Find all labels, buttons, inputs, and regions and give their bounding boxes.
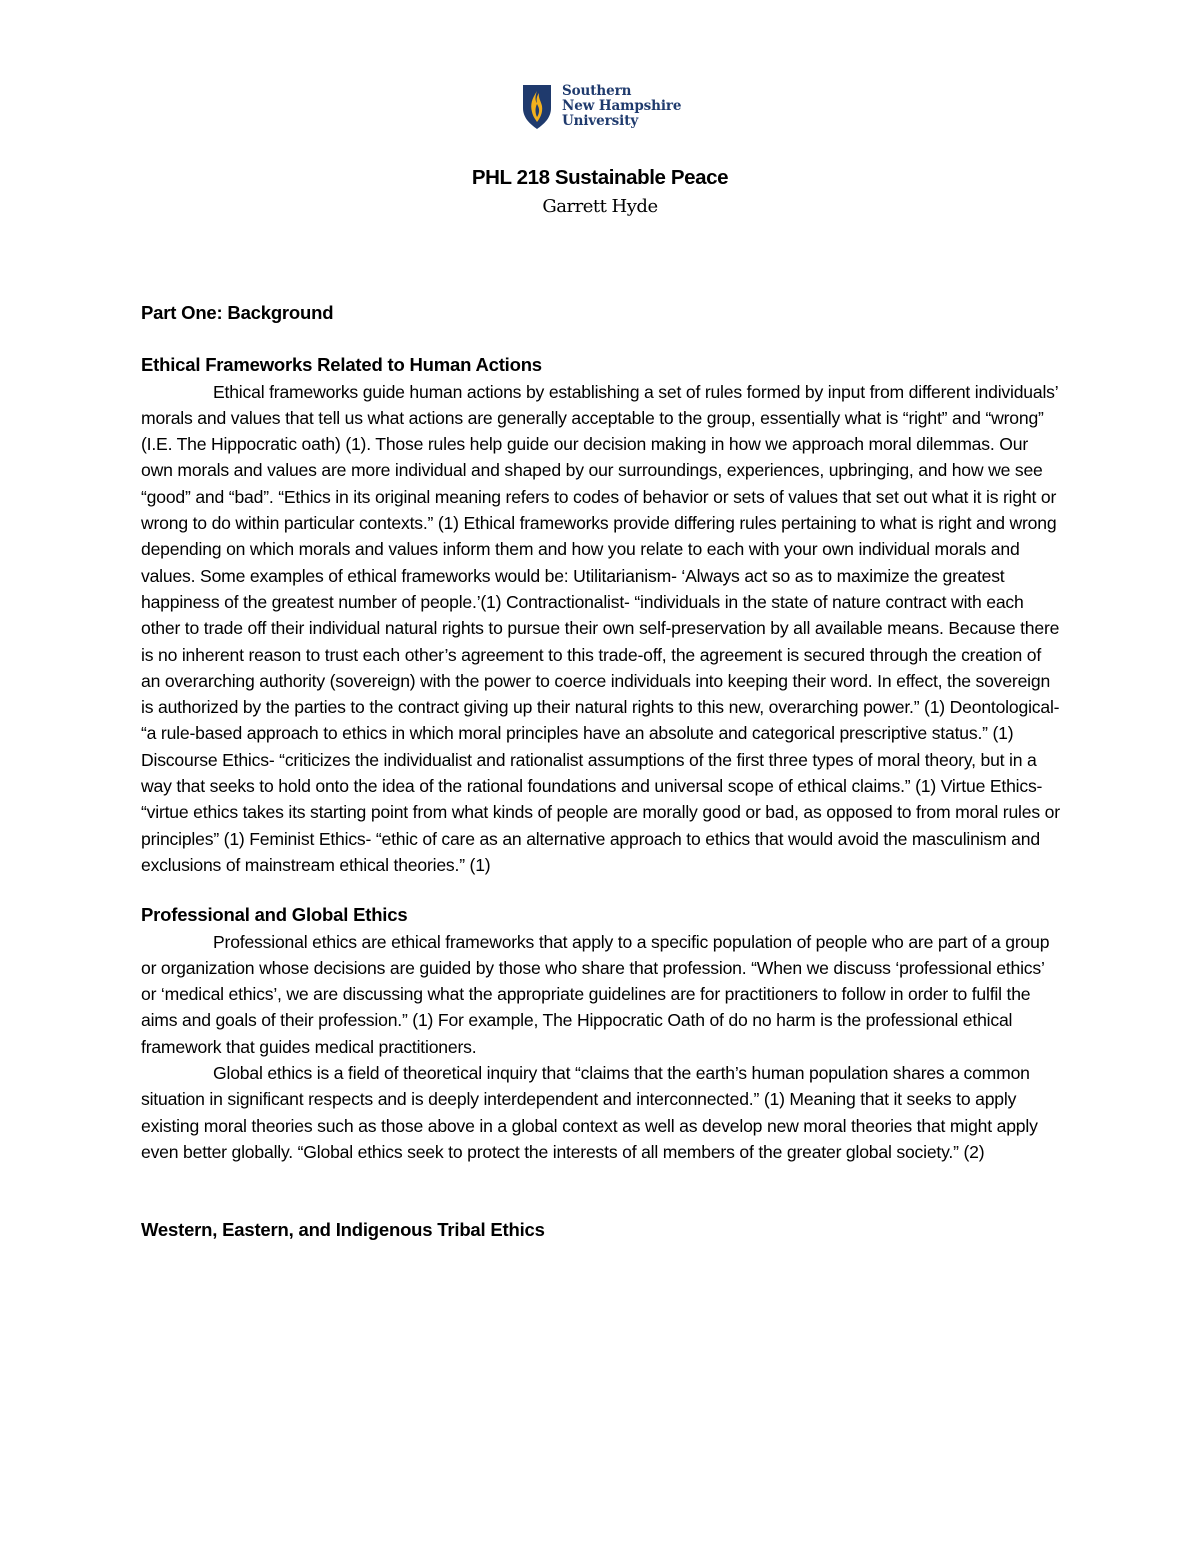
logo-line-3: University [562, 113, 639, 129]
logo-line-2: New Hampshire [562, 98, 682, 114]
document-title: PHL 218 Sustainable Peace [471, 166, 729, 189]
section-heading-western-eastern-tribal: Western, Eastern, and Indigenous Tribal Ethics [141, 1219, 545, 1241]
section-heading-ethical-frameworks: Ethical Frameworks Related to Human Actions [141, 354, 542, 376]
section-heading-professional-global: Professional and Global Ethics [141, 904, 408, 926]
logo-wordmark [562, 84, 681, 129]
document-body [141, 300, 1061, 1244]
logo-line-1: Southern [562, 83, 632, 99]
document-author: Garrett Hyde [542, 196, 658, 217]
paragraph-global-ethics: Global ethics is a field of theoretical inquiry that “claims that the earth’s human population shares a common situation in significant respects and is deeply interdependent and interconnected.” (1) Meaning that it seeks to apply existing moral theories such as those above in a global context as well as develop new moral theories that might apply even better globally. “Global ethics seek to protect the interests of all members of the greater global society.” (2) [141, 1063, 1038, 1162]
paragraph-professional-ethics: Professional ethics are ethical frameworks that apply to a specific population of people who are part of a group or organization whose decisions are guided by those who share that profession. “When we discuss ‘professional ethics’ or ‘medical ethics’, we are discussing what the appropriate guidelines are for practitioners to follow in order to fulfil the aims and goals of their profession.” (1) For example, The Hippocratic Oath of do no harm is the professional ethical framework that guides medical practitioners. [141, 931, 1050, 1057]
part-heading: Part One: Background [141, 302, 334, 323]
university-logo [522, 84, 681, 132]
paragraph-ethical-frameworks: Ethical frameworks guide human actions by establishing a set of rules formed by input from different individuals’ morals and values that tell us what actions are generally acceptable to the group, essentially what is “right” and “wrong” (I.E. The Hippocratic oath) (1). Those rules help guide our decision making in how we approach moral dilemmas. Our own morals and values are more individual and shaped by our surroundings, experiences, upbringing, and how we see “good” and “bad”. “Ethics in its original meaning refers to codes of behavior or sets of values that set out what it is right or wrong to do within particular contexts.” (1) Ethical frameworks provide differing rules pertaining to what is right and wrong depending on which morals and values inform them and how you relate to each with your own individual morals and values. Some examples of ethical frameworks would be: Utilitarianism- ‘Always act so as to maximize the greatest happiness of the greatest number of people.’(1) Contractionalist- “individuals in the state of nature contract with each other to trade off their individual natural rights to pursue their own self-preservation by all available means. Because there is no inherent reason to trust each other’s agreement to this trade-off, the agreement is secured through the creation of an overarching authority (sovereign) with the power to coerce individuals into keeping their word. In effect, the sovereign is authorized by the parties to the contract giving up their natural rights to this new, overarching power.” (1) Deontological- “a rule-based approach to ethics in which moral principles have an absolute and categorical prescriptive status.” (1) Discourse Ethics- “criticizes the individualist and rationalist assumptions of the first three types of moral theory, but in a way that seeks to hold onto the idea of the rational foundations and universal scope of ethical claims.” (1) Virtue Ethics- “virtue ethics takes its starting point from what kinds of people are morally good or bad, as opposed to from moral rules or principles” (1) Feminist Ethics- “ethic of care as an alternative approach to ethics that would avoid the masculinism and exclusions of mainstream ethical theories.” (1) [141, 381, 1060, 875]
shield-flame-icon [522, 84, 552, 130]
